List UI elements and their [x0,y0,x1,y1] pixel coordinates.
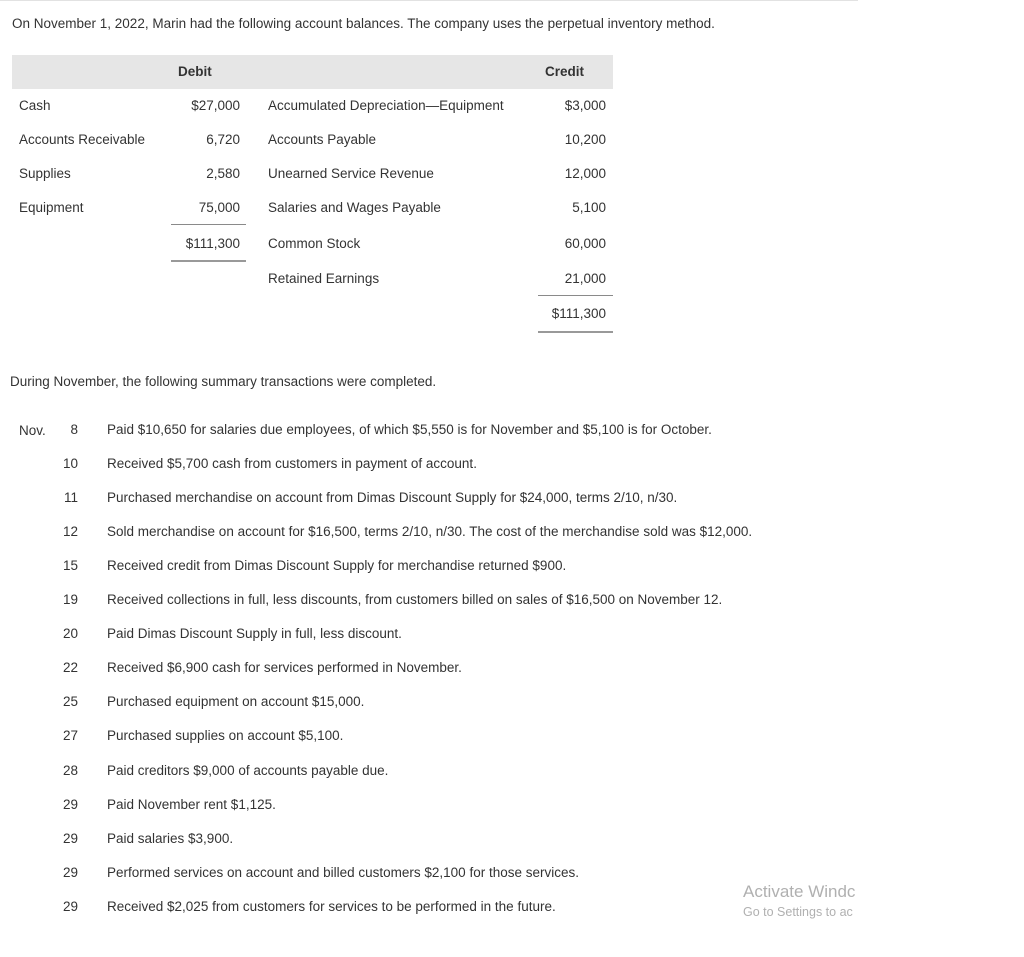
debit-amount: $27,000 [191,98,240,113]
credit-account: Unearned Service Revenue [268,166,434,181]
transaction-text: Purchased supplies on account $5,100. [107,728,344,743]
transaction-day: 15 [62,558,78,573]
transaction-text: Paid $10,650 for salaries due employees, of which $5,550 is for November and $5,100 is for October. [107,422,712,437]
credit-account: Accumulated Depreciation—Equipment [268,98,504,113]
transaction-text: Paid salaries $3,900. [107,831,234,846]
debit-amount: 2,580 [206,166,240,181]
transaction-day: 8 [70,422,78,437]
transaction-text: Received collections in full, less discounts, from customers billed on sales of $16,500 on November 12. [107,592,723,607]
credit-amount: 10,200 [564,132,606,147]
transaction-text: Sold merchandise on account for $16,500, terms 2/10, n/30. The cost of the merchandise sold was $12,000. [107,524,753,539]
credit-account: Common Stock [268,236,361,251]
transaction-text: Paid November rent $1,125. [107,797,276,812]
credit-account: Salaries and Wages Payable [268,200,441,215]
transaction-day: 29 [62,797,78,812]
transactions-intro: During November, the following summary transactions were completed. [10,374,437,389]
credit-amount: $3,000 [564,98,606,113]
transaction-day: 22 [62,660,78,675]
debit-amount: 6,720 [206,132,240,147]
credit-account: Retained Earnings [268,271,380,286]
transaction-day: 11 [63,490,78,505]
debit-account: Accounts Receivable [19,132,146,147]
debit-total-underline [171,260,246,262]
transaction-day: 20 [62,626,78,641]
transaction-text: Purchased merchandise on account from Dimas Discount Supply for $24,000, terms 2/10, n/30. [107,490,678,505]
credit-amount: 21,000 [564,271,606,286]
credit-total-underline [538,331,613,333]
transaction-text: Paid Dimas Discount Supply in full, less discount. [107,626,402,641]
credit-sum-line [538,295,613,296]
debit-account: Supplies [19,166,71,181]
debit-account: Cash [19,98,51,113]
transaction-day: 10 [62,456,78,471]
transaction-day: 25 [62,694,78,709]
transaction-day: 12 [62,524,78,539]
credit-amount: 5,100 [572,200,606,215]
debit-amount: 75,000 [198,200,240,215]
transaction-text: Received credit from Dimas Discount Supply for merchandise returned $900. [107,558,567,573]
transaction-day: 29 [62,899,78,914]
transaction-text: Paid creditors $9,000 of accounts payable due. [107,763,389,778]
table-header-row [12,55,613,89]
debit-total: $111,300 [185,236,240,251]
transaction-text: Received $6,900 cash for services performed in November. [107,660,462,675]
transaction-day: 19 [62,592,78,607]
transaction-day: 29 [62,831,78,846]
credit-header: Credit [545,64,585,79]
credit-amount: 60,000 [564,236,606,251]
debit-account: Equipment [19,200,84,215]
transaction-text: Received $5,700 cash from customers in payment of account. [107,456,477,471]
debit-header: Debit [178,64,212,79]
transaction-day: 29 [62,865,78,880]
intro-text: On November 1, 2022, Marin had the following account balances. The company uses the perpetual inventory method. [12,16,715,31]
credit-account: Accounts Payable [268,132,377,147]
activate-windows-hint: Go to Settings to ac [743,905,853,919]
top-divider [0,0,858,1]
transaction-text: Received $2,025 from customers for services to be performed in the future. [107,899,556,914]
activate-windows-watermark: Activate Windc [743,882,856,901]
transaction-day: 27 [62,728,78,743]
credit-total: $111,300 [551,306,606,321]
month-label: Nov. [19,423,46,438]
transaction-day: 28 [62,763,78,778]
transaction-text: Performed services on account and billed customers $2,100 for those services. [107,865,579,880]
transaction-text: Purchased equipment on account $15,000. [107,694,365,709]
credit-amount: 12,000 [564,166,606,181]
debit-sum-line [171,224,246,225]
